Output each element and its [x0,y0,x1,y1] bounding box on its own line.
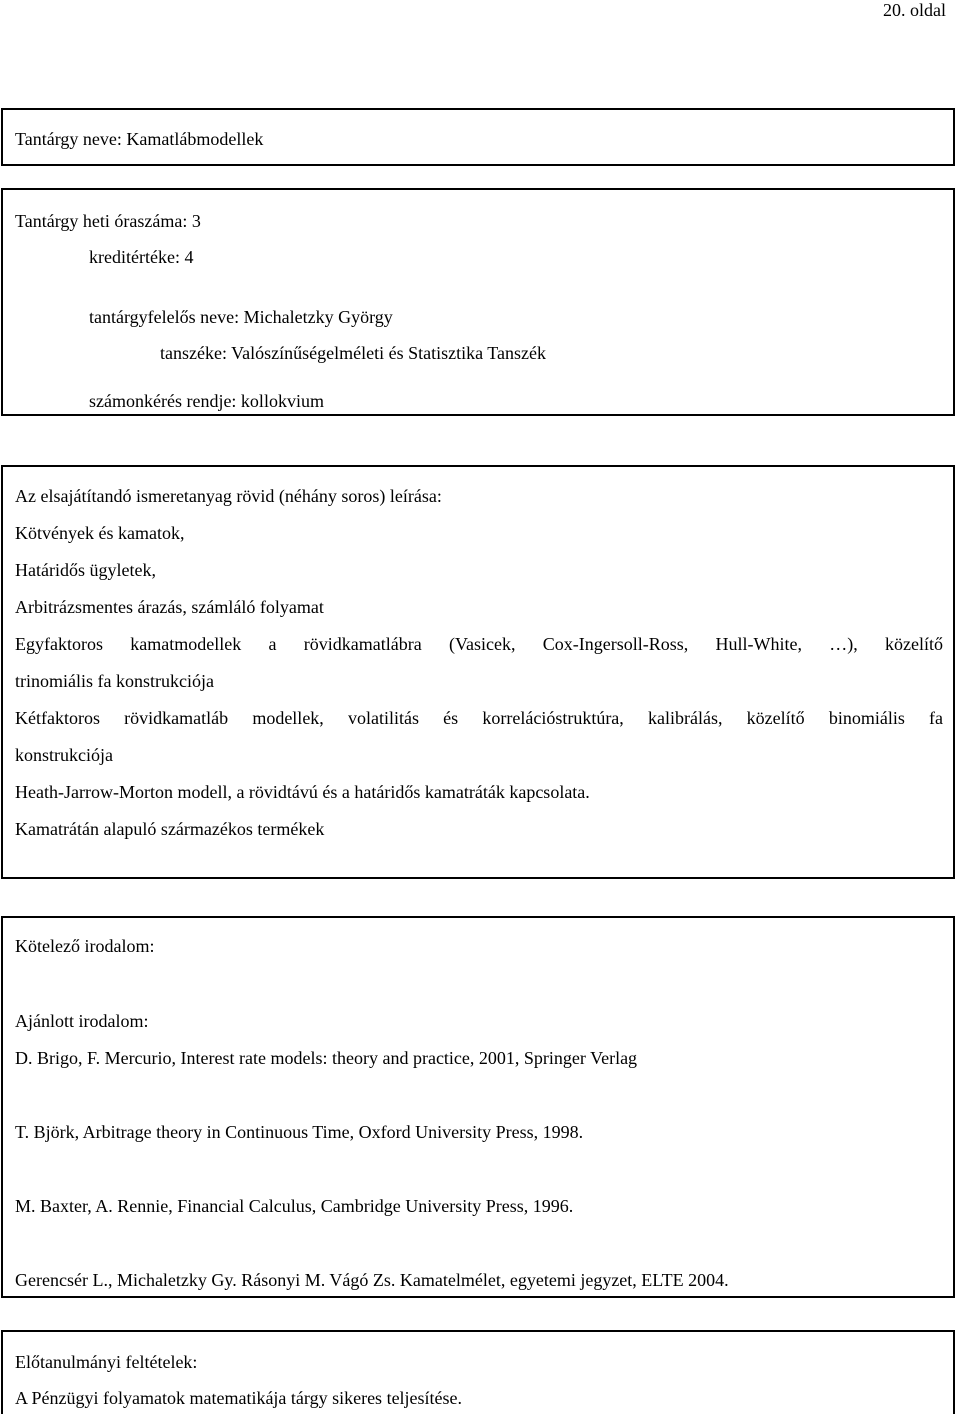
credit-value: kreditértéke: 4 [89,247,194,267]
reference-item: Gerencsér L., Michaletzky Gy. Rásonyi M. Vágó Zs. Kamatelmélet, egyetemi jegyzet, ELTE 2004. [15,1270,729,1290]
description-line: Egyfaktoros kamatmodellek a rövidkamatlábra (Vasicek, Cox-Ingersoll-Ross, Hull-White, …), közelítő [15,634,943,654]
description-line: Arbitrázsmentes árazás, számláló folyamat [15,597,324,617]
exam-type: számonkérés rendje: kollokvium [89,391,324,411]
prerequisites-heading: Előtanulmányi feltételek: [15,1352,198,1372]
description-line: konstrukciója [15,745,113,765]
page-number: 20. oldal [883,0,946,20]
recommended-literature-heading: Ajánlott irodalom: [15,1011,149,1031]
reference-item: M. Baxter, A. Rennie, Financial Calculus, Cambridge University Press, 1996. [15,1196,574,1216]
description-line: Kamatrátán alapuló származékos termékek [15,819,325,839]
department: tanszéke: Valószínűségelméleti és Statisztika Tanszék [160,343,546,363]
description-box [1,465,955,879]
weekly-hours: Tantárgy heti óraszáma: 3 [15,211,201,231]
course-info-box [1,188,955,416]
responsible-person: tantárgyfelelős neve: Michaletzky György [89,307,393,327]
reference-item: D. Brigo, F. Mercurio, Interest rate models: theory and practice, 2001, Springer Verlag [15,1048,638,1068]
description-heading: Az elsajátítandó ismeretanyag rövid (néhány soros) leírása: [15,486,442,506]
subject-name-box [1,108,955,166]
reference-item: T. Björk, Arbitrage theory in Continuous Time, Oxford University Press, 1998. [15,1122,584,1142]
prerequisites-box [1,1330,955,1414]
subject-name: Tantárgy neve: Kamatlábmodellek [15,129,264,149]
description-line: Kétfaktoros rövidkamatláb modellek, volatilitás és korrelációstruktúra, kalibrálás, közelítő binomiális fa [15,708,943,728]
description-line: Kötvények és kamatok, [15,523,185,543]
description-line: Határidős ügyletek, [15,560,156,580]
description-line: Heath-Jarrow-Morton modell, a rövidtávú és a határidős kamatráták kapcsolata. [15,782,590,802]
required-literature-heading: Kötelező irodalom: [15,936,155,956]
description-line: trinomiális fa konstrukciója [15,671,214,691]
literature-box [1,916,955,1298]
prerequisites-text: A Pénzügyi folyamatok matematikája tárgy sikeres teljesítése. [15,1388,463,1408]
